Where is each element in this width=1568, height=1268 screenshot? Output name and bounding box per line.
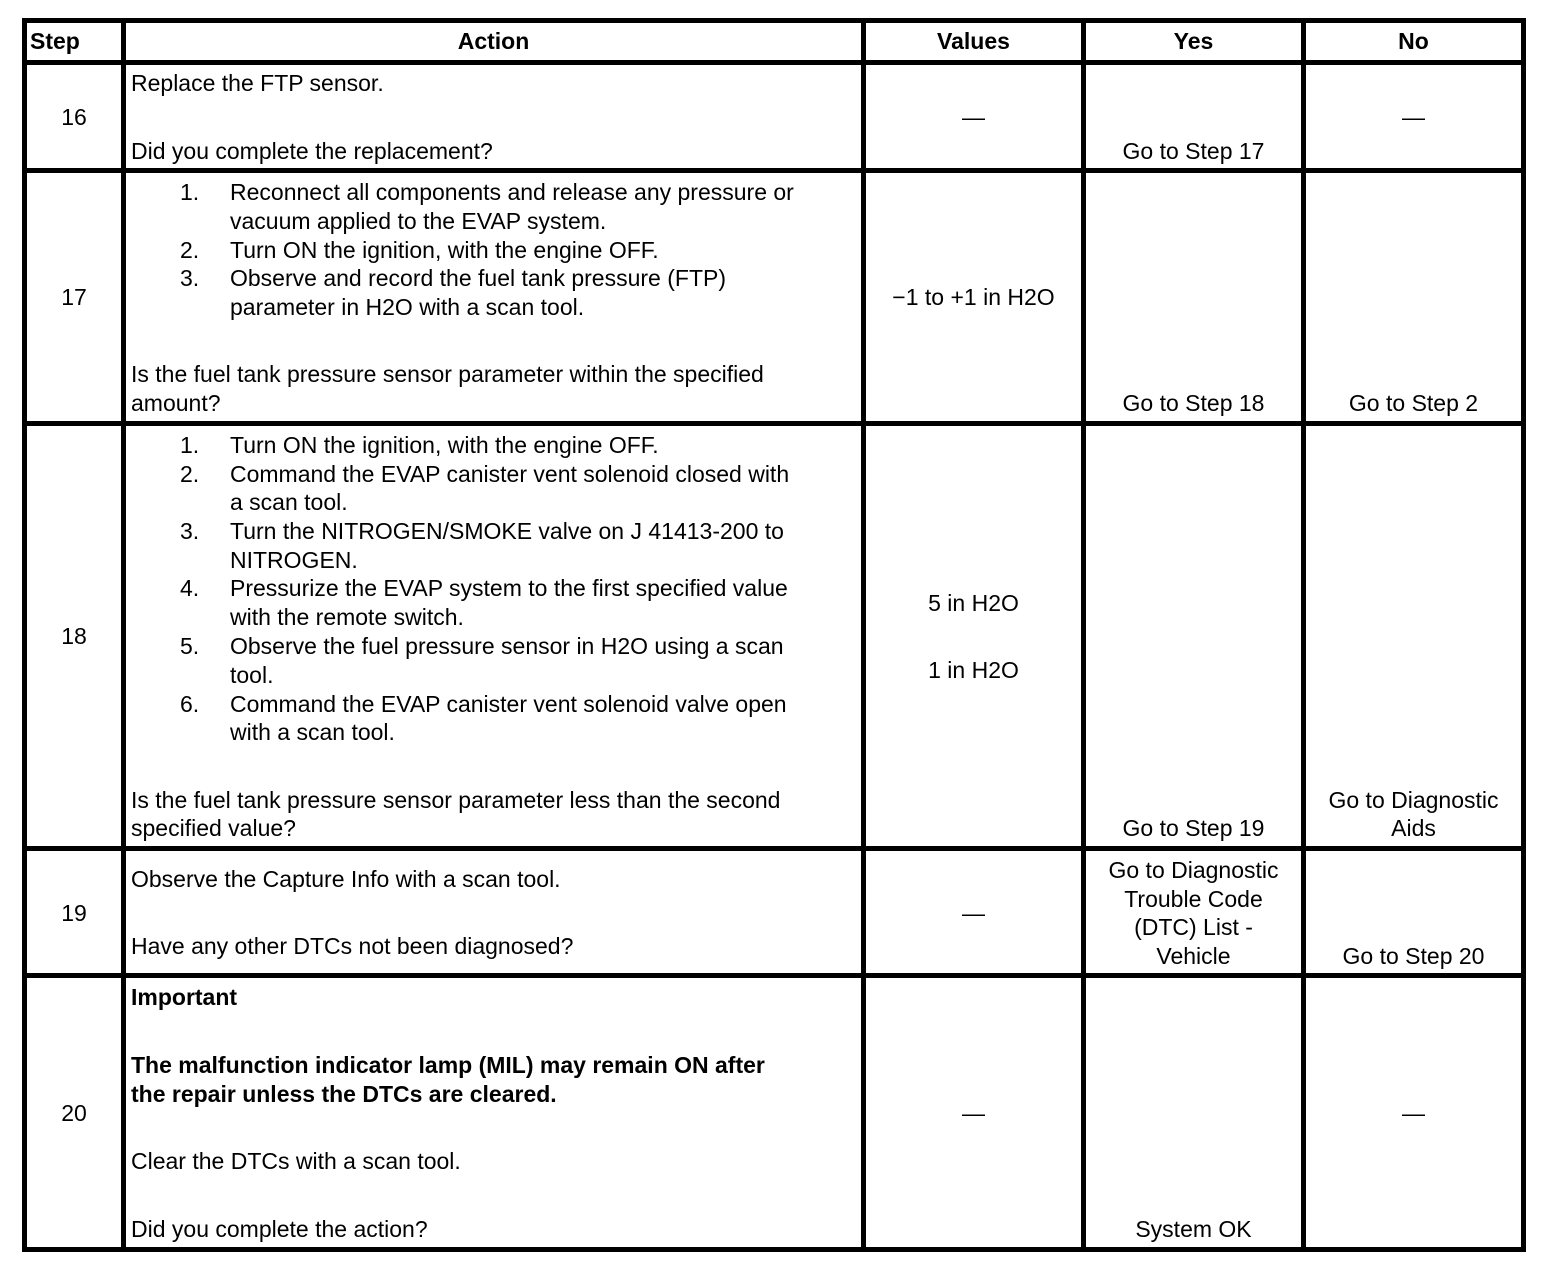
values-cell-first: 5 in H2O bbox=[928, 590, 1019, 616]
column-divider bbox=[861, 18, 866, 1252]
important-note: The malfunction indicator lamp (MIL) may remain ON after bbox=[131, 1052, 765, 1078]
yes-link[interactable]: Go to Step 19 bbox=[1122, 815, 1265, 841]
no-link[interactable]: Go to Step 20 bbox=[1342, 943, 1485, 969]
list-number: 2. bbox=[180, 237, 200, 263]
column-divider bbox=[121, 18, 126, 1252]
yes-link-cont[interactable]: (DTC) List - bbox=[1134, 914, 1253, 940]
table-border-right bbox=[1521, 18, 1526, 1252]
list-item-cont: with a scan tool. bbox=[230, 719, 395, 745]
values-cell: — bbox=[962, 104, 985, 130]
column-divider bbox=[1301, 18, 1306, 1252]
list-number: 4. bbox=[180, 575, 200, 601]
yes-result: System OK bbox=[1135, 1216, 1252, 1242]
header-no: No bbox=[1398, 28, 1429, 54]
list-item-cont: parameter in H2O with a scan tool. bbox=[230, 294, 585, 320]
list-item: Turn the NITROGEN/SMOKE valve on J 41413-200 to bbox=[230, 518, 784, 544]
action-question: Did you complete the action? bbox=[131, 1216, 428, 1242]
yes-link-cont[interactable]: Trouble Code bbox=[1124, 886, 1263, 912]
header-action: Action bbox=[457, 28, 530, 54]
values-cell: — bbox=[962, 1100, 985, 1126]
action-text: Observe the Capture Info with a scan tool. bbox=[131, 866, 561, 892]
list-item: Observe the fuel pressure sensor in H2O using a scan bbox=[230, 633, 784, 659]
list-item: Observe and record the fuel tank pressure (FTP) bbox=[230, 265, 726, 291]
no-link-cont[interactable]: Aids bbox=[1391, 815, 1436, 841]
list-number: 6. bbox=[180, 691, 200, 717]
step-number: 16 bbox=[61, 104, 87, 130]
step-number: 19 bbox=[61, 900, 87, 926]
values-cell: −1 to +1 in H2O bbox=[892, 284, 1055, 310]
yes-link[interactable]: Go to Diagnostic bbox=[1108, 857, 1279, 883]
list-number: 5. bbox=[180, 633, 200, 659]
list-number: 3. bbox=[180, 265, 200, 291]
column-divider bbox=[1081, 18, 1086, 1252]
action-text: Replace the FTP sensor. bbox=[131, 70, 384, 96]
list-item: Pressurize the EVAP system to the first specified value bbox=[230, 575, 788, 601]
list-item: Command the EVAP canister vent solenoid valve open bbox=[230, 691, 787, 717]
yes-link[interactable]: Go to Step 17 bbox=[1122, 138, 1265, 164]
important-note-cont: the repair unless the DTCs are cleared. bbox=[131, 1081, 557, 1107]
action-text: Clear the DTCs with a scan tool. bbox=[131, 1148, 461, 1174]
no-link[interactable]: Go to Step 2 bbox=[1348, 390, 1479, 416]
list-item: Reconnect all components and release any pressure or bbox=[230, 179, 794, 205]
list-item: Command the EVAP canister vent solenoid closed with bbox=[230, 461, 790, 487]
list-number: 3. bbox=[180, 518, 200, 544]
yes-link-cont[interactable]: Vehicle bbox=[1156, 943, 1231, 969]
list-item-cont: with the remote switch. bbox=[230, 604, 464, 630]
list-number: 2. bbox=[180, 461, 200, 487]
list-number: 1. bbox=[180, 179, 200, 205]
no-cell: — bbox=[1402, 1100, 1425, 1126]
list-item-cont: NITROGEN. bbox=[230, 547, 358, 573]
values-cell: — bbox=[962, 900, 985, 926]
action-question: Have any other DTCs not been diagnosed? bbox=[131, 933, 574, 959]
list-item-cont: a scan tool. bbox=[230, 489, 348, 515]
header-yes: Yes bbox=[1173, 28, 1214, 54]
header-values: Values bbox=[937, 28, 1010, 54]
list-item-cont: tool. bbox=[230, 662, 274, 688]
list-item: Turn ON the ignition, with the engine OFF. bbox=[230, 432, 659, 458]
action-question: Is the fuel tank pressure sensor parameter less than the second bbox=[131, 787, 781, 813]
step-number: 18 bbox=[61, 623, 87, 649]
yes-link[interactable]: Go to Step 18 bbox=[1122, 390, 1265, 416]
step-number: 20 bbox=[61, 1100, 87, 1126]
list-item: Turn ON the ignition, with the engine OFF. bbox=[230, 237, 659, 263]
header-step: Step bbox=[30, 28, 80, 54]
list-number: 1. bbox=[180, 432, 200, 458]
no-cell: — bbox=[1402, 104, 1425, 130]
step-number: 17 bbox=[61, 284, 87, 310]
no-link[interactable]: Go to Diagnostic bbox=[1328, 787, 1499, 813]
list-item-cont: vacuum applied to the EVAP system. bbox=[230, 208, 607, 234]
action-question-cont: specified value? bbox=[131, 815, 296, 841]
action-question-cont: amount? bbox=[131, 390, 221, 416]
important-label: Important bbox=[131, 984, 238, 1010]
action-question: Is the fuel tank pressure sensor parameter within the specified bbox=[131, 361, 764, 387]
action-question: Did you complete the replacement? bbox=[131, 138, 493, 164]
values-cell-second: 1 in H2O bbox=[928, 657, 1019, 683]
